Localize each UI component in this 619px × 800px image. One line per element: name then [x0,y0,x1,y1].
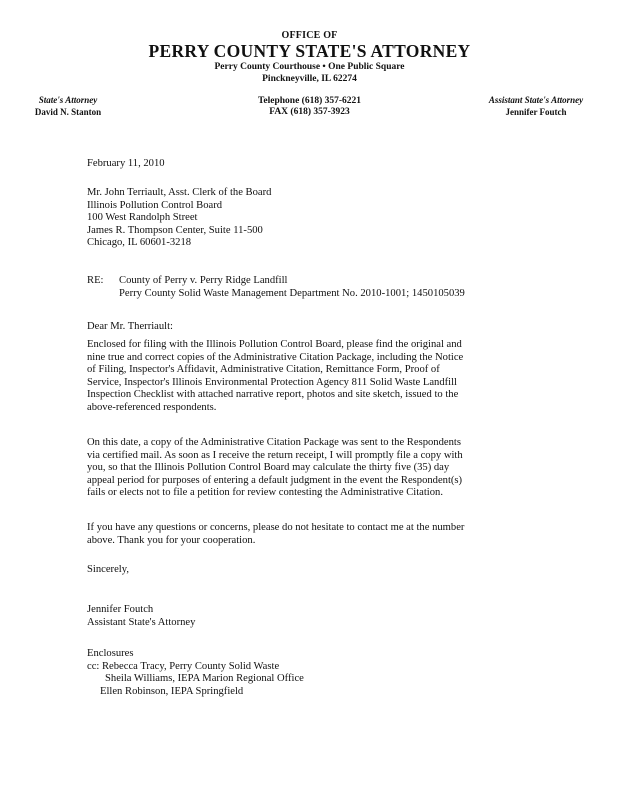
recipient-line: Illinois Pollution Control Board [87,199,223,211]
signature-block [87,604,527,629]
states-attorney-name: David N. Stanton [34,107,102,117]
fax-number: FAX (618) 357-3923 [269,107,350,117]
signer-name: Jennifer Foutch [87,604,154,615]
salutation: Dear Mr. Therriault: [87,321,173,332]
closing: Sincerely, [87,564,129,575]
paragraph-line: nine true and correct copies of the Administrative Citation Package, including the Notice [87,351,464,363]
paragraph-line: you, so that the Illinois Pollution Control Board may calculate the thirty five (35) day [87,462,450,474]
paragraph-line: Service, Inspector's Illinois Environmental Protection Agency 811 Solid Waste Landfill [87,376,457,388]
paragraph-line: Enclosed for filing with the Illinois Pollution Control Board, please find the original and [87,339,462,350]
assistant-attorney-block [480,94,592,118]
paragraph-line: On this date, a copy of the Administrative Citation Package was sent to the Respondents [87,437,461,448]
paragraph-line: above-referenced respondents. [87,401,217,413]
re-line-1: County of Perry v. Perry Ridge Landfill [119,275,288,286]
cc-line: Ellen Robinson, IEPA Springfield [100,685,244,697]
recipient-line: 100 West Randolph Street [87,212,198,224]
recipient-line: James R. Thompson Center, Suite 11-500 [87,224,263,236]
letter-date: February 11, 2010 [87,158,165,169]
office-of-heading: OFFICE OF [281,30,338,41]
paragraph-questions [87,522,527,547]
assistant-attorney-title: Assistant State's Attorney [488,95,584,105]
paragraph-certified-mail [87,437,527,500]
paragraph-line: appeal period for purposes of entering a default judgment in the event the Respondent(s) [87,474,463,486]
paragraph-line: via certified mail. As soon as I receive the return receipt, I will promptly file a copy with [87,449,463,461]
states-attorney-title: State's Attorney [38,95,98,105]
re-block [87,275,527,300]
address-line-1: Perry County Courthouse • One Public Square [214,62,405,72]
cc-line: Sheila Williams, IEPA Marion Regional Office [105,673,304,685]
paragraph-line: Inspection Checklist with attached narrative report, photos and site sketch, issued to the [87,389,459,401]
office-name-heading: PERRY COUNTY STATE'S ATTORNEY [148,41,471,61]
paragraph-line: fails or elects not to file a petition for review contesting the Administrative Citation. [87,487,443,499]
assistant-attorney-name: Jennifer Foutch [505,107,567,117]
paragraph-enclosed-filing [87,339,527,415]
recipient-line: Mr. John Terriault, Asst. Clerk of the Board [87,187,272,198]
recipient-line: Chicago, IL 60601-3218 [87,237,192,249]
address-line-2: Pinckneyville, IL 62274 [262,74,357,84]
paragraph-line: of Filing, Inspector's Affidavit, Administrative Citation, Remittance Form, Proof of [87,364,440,376]
signer-title: Assistant State's Attorney [87,616,196,628]
re-label: RE: [87,275,104,286]
telephone-number: Telephone (618) 357-6221 [257,96,362,106]
enclosures-label: Enclosures [87,648,134,659]
enclosures-block [87,648,527,698]
paragraph-line: above. Thank you for your cooperation. [87,534,256,546]
cc-line: cc: Rebecca Tracy, Perry County Solid Waste [87,660,280,672]
re-line-2: Perry County Solid Waste Management Department No. 2010-1001; 1450105039 [119,287,465,299]
paragraph-line: If you have any questions or concerns, please do not hesitate to contact me at the number [87,522,465,533]
recipient-address [87,187,527,250]
